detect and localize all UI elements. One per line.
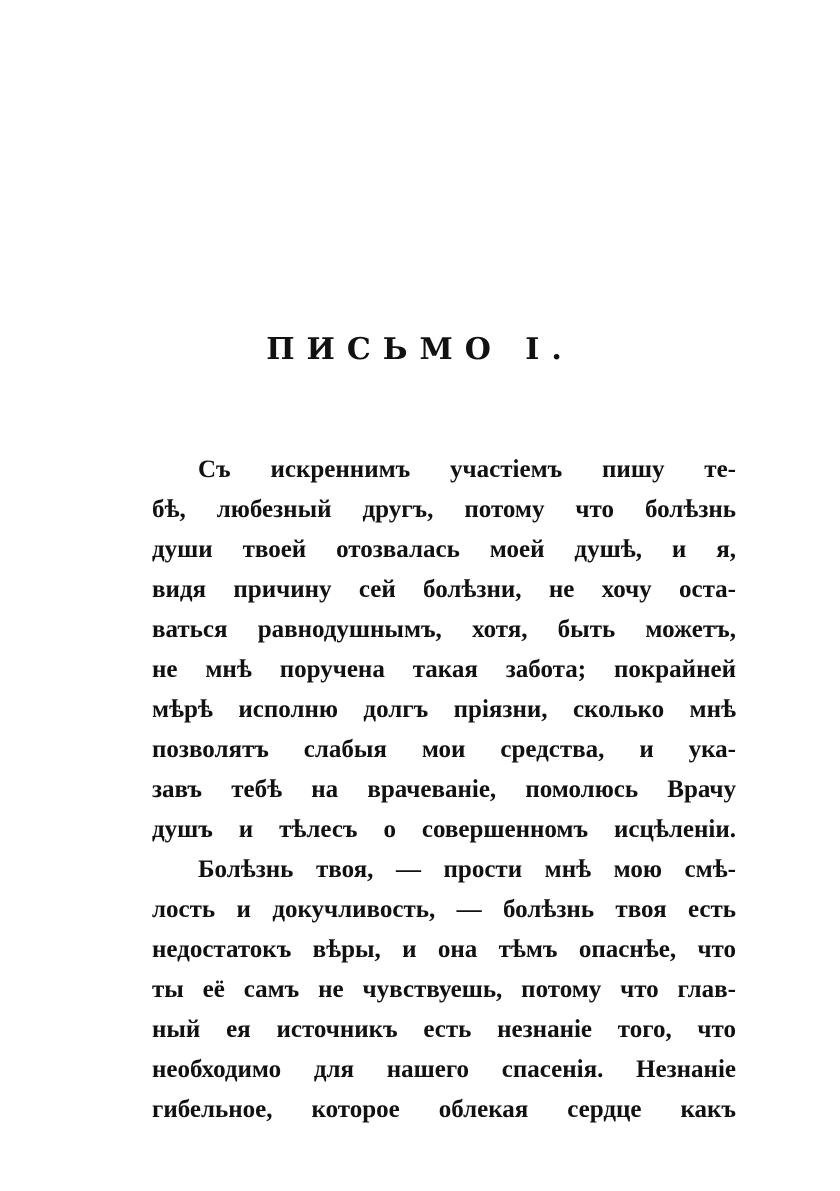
text-line: видя причину сей болѣзни, не хочу оста- bbox=[152, 576, 736, 603]
text-line: Съ искреннимъ участіемъ пишу те- bbox=[198, 456, 736, 483]
text-line: души твоей отозвалась моей душѣ, и я, bbox=[152, 536, 736, 563]
text-line: позволятъ слабыя мои средства, и ука- bbox=[152, 736, 736, 763]
text-line: бѣ, любезный другъ, потому что болѣзнь bbox=[152, 496, 736, 523]
text-line: ный ея источникъ есть незнаніе того, что bbox=[152, 1016, 736, 1043]
text-line: лость и докучливость, — болѣзнь твоя есть bbox=[152, 896, 736, 923]
text-line: недостатокъ вѣры, и она тѣмъ опаснѣе, что bbox=[152, 936, 736, 963]
text-line: ты её самъ не чувствуешь, потому что глав- bbox=[152, 976, 736, 1003]
text-line: мѣрѣ исполню долгъ пріязни, сколько мнѣ bbox=[152, 696, 736, 723]
letter-heading: ПИСЬМО I. bbox=[266, 332, 574, 367]
text-line: ваться равнодушнымъ, хотя, быть можетъ, bbox=[152, 616, 736, 643]
text-line: необходимо для нашего спасенія. Незнаніе bbox=[152, 1056, 736, 1083]
text-line: гибельное, которое облекая сердце какъ bbox=[152, 1096, 736, 1123]
text-line: завъ тебѣ на врачеваніе, помолюсь Врачу bbox=[152, 776, 736, 803]
text-line: душъ и тѣлесъ о совершенномъ исцѣленіи. bbox=[152, 816, 736, 843]
letter-body bbox=[152, 450, 736, 1130]
text-line: не мнѣ поручена такая забота; покрайней bbox=[152, 656, 736, 683]
text-line: Болѣзнь твоя, — прости мнѣ мою смѣ- bbox=[198, 856, 736, 883]
